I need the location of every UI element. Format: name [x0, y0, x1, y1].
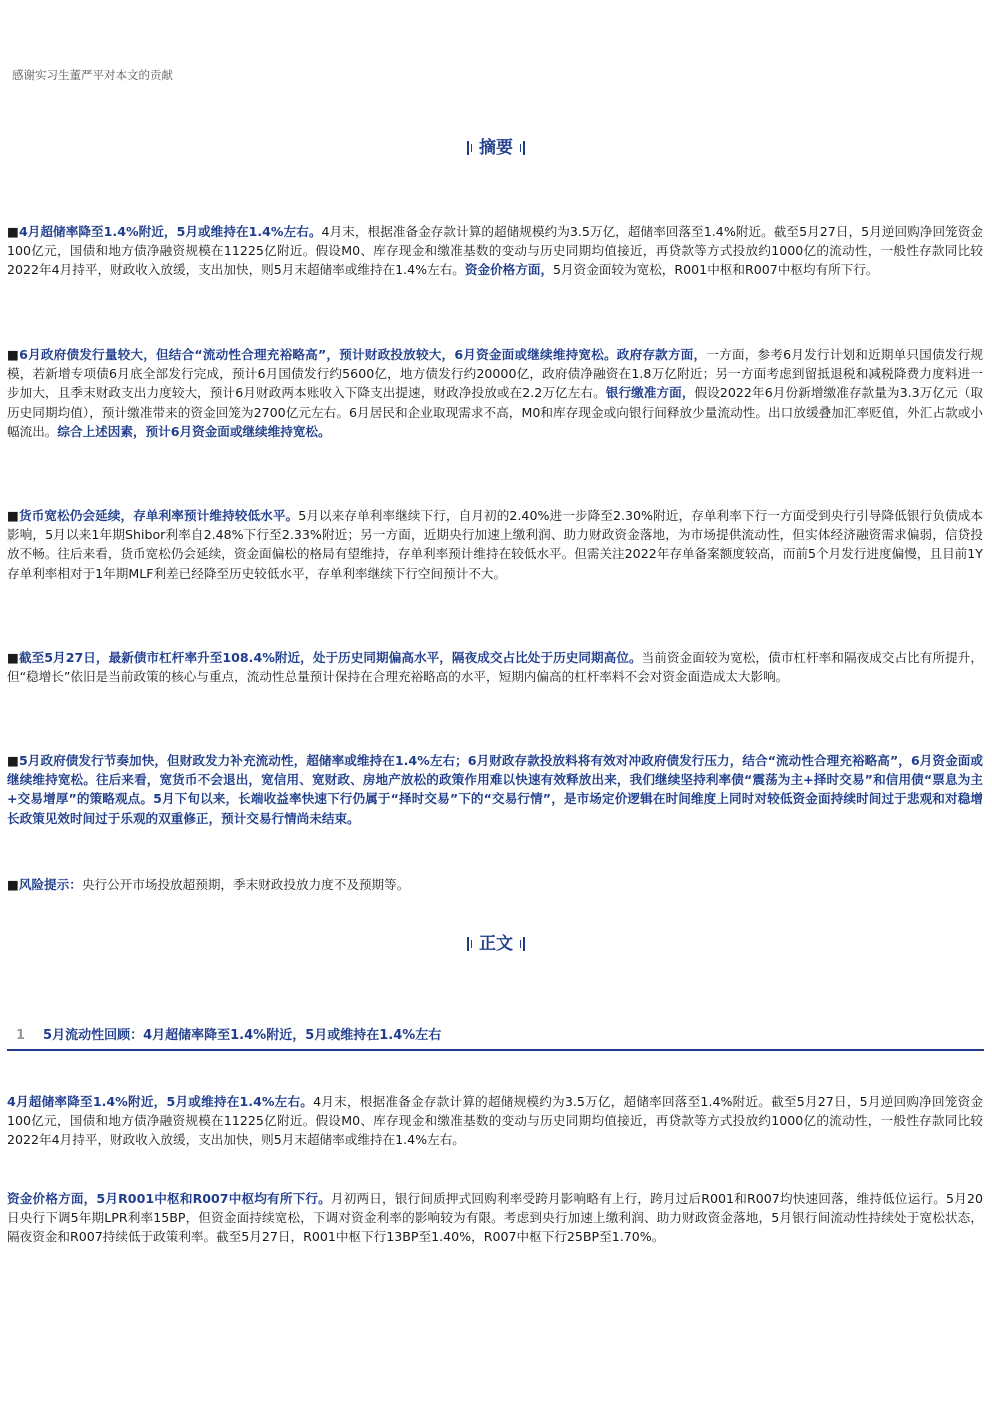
summary-p1-body2: 5月资金面较为宽松，R001中枢和R007中枢均有所下行。: [553, 262, 879, 278]
main-title-row: [0, 929, 992, 954]
summary-p6-body: 央行公开市场投放超预期，季末财政投放力度不及预期等。: [81, 877, 410, 892]
acknowledgement: 感谢实习生董严平对本文的贡献: [12, 68, 173, 82]
section-number: 1: [16, 1028, 26, 1043]
body-p1-lead: 4月超储率降至1.4%附近，5月或维持在1.4%左右。: [7, 1094, 314, 1109]
title-bracket-right-icon: [523, 141, 525, 155]
summary-p2-body2: 假设2022年6月份新增缴准存款量为3.3万亿元（取历史同期均值），预计缴准带来的资金回笼为2700亿元左右。6月居民和企业取现需求不高，M0和库存现金或向银行间释放少量流动性。出口放缓叠加汇率贬值，外汇占款或小幅流出。: [7, 385, 984, 439]
summary-p3-body: 5月以来存单利率继续下行，自月初的2.40%进一步降至2.30%附近，存单利率下行一方面受到央行引导降低银行负债成本影响，5月以来1年期Shibor利率自2.48%下行至2.33%附近；另一方面，近期央行加速上缴利润、助力财政资金落地，为市场提供流动性，但实体经济融资需求偏弱，信贷投放不畅。往后来看，货币宽松仍会延续，资金面偏松的格局有望维持，存单利率预计维持在较低水平。但需关注2022年存单备案额度较高，而前5个月发行进度偏慢，且目前1Y存单利率相对于1年期MLF利差已经降至历史较低水平，存单利率继续下行空间预计不大。: [7, 508, 983, 581]
summary-p2-body: 一方面，参考6月发行计划和近期单只国债发行规模，若新增专项债6月底全部发行完成，预计6月国债发行约5600亿，地方债发行约20000亿，政府债净融资在1.8万亿附近；另一方面考虑到留抵退税和减税降费力度料进一步加大，且季末财政支出力度较大，预计6月财政两本账收入下降支出提速，财政净投放或在2.2万亿左右。: [7, 347, 983, 401]
bullet-square-icon: ■: [7, 224, 19, 239]
summary-title: 摘要: [479, 138, 513, 158]
bullet-square-icon: ■: [7, 753, 19, 768]
summary-p1-body: 4月末，根据准备金存款计算的超储规模约为3.5万亿，超储率回落至1.4%附近。截至5月27日，5月逆回购净回笼资金100亿元，国债和地方债净融资规模在11225亿附近。假设M0、库存现金和缴准基数的变动与历史同期均值接近，再贷款等方式投放约1000亿的流动性，一般性存款同比较2022年4月持平，财政收入放缓，支出加快，则5月末超储率或维持在1.4%左右。: [7, 224, 983, 278]
body-p2-lead: 资金价格方面，5月R001中枢和R007中枢均有所下行。: [7, 1191, 331, 1206]
section-divider: [7, 1049, 984, 1051]
section-heading-text: 5月流动性回顾：4月超储率降至1.4%附近，5月或维持在1.4%左右: [43, 1028, 442, 1043]
summary-p4-lead: 截至5月27日，最新债市杠杆率升至108.4%附近，处于历史同期偏高水平，隔夜成交占比处于历史同期高位。: [18, 650, 642, 665]
summary-paragraph-4: [7, 648, 983, 686]
summary-p4-body: 当前资金面较为宽松，债市杠杆率和隔夜成交占比有所提升，但“稳增长”依旧是当前政策的核心与重点，流动性总量预计保持在合理充裕略高的水平，短期内偏高的杠杆率料不会对资金面造成太大影响。: [7, 650, 983, 685]
bullet-square-icon: ■: [7, 650, 19, 665]
title-bracket-right-icon: [523, 937, 525, 951]
summary-paragraph-6: [7, 875, 983, 894]
summary-title-row: [0, 133, 992, 158]
body-paragraph-1: [7, 1092, 983, 1150]
section-heading-1: [16, 1024, 441, 1043]
main-title: 正文: [479, 934, 513, 954]
summary-p1-lead2: 资金价格方面，: [464, 262, 554, 278]
summary-p5-lead: 5月政府债发行节奏加快，但财政发力补充流动性，超储率或维持在1.4%左右；6月财政存款投放料将有效对冲政府债发行压力，结合“流动性合理充裕略高”，6月资金面或继续维持宽松。往后来看，宽货币不会退出，宽信用、宽财政、房地产放松的政策作用难以快速有效释放出来，我们继续坚持利率债“震荡为主+择时交易”和信用债“票息为主+交易增厚”的策略观点。5月下旬以来，长端收益率快速下行仍属于“择时交易”下的“交易行情”，是市场定价逻辑在时间维度上同时对较低资金面持续时间过于悲观和对稳增长政策见效时间过于乐观的双重修正，预计交易行情尚未结束。: [7, 753, 983, 826]
summary-paragraph-2: [7, 345, 983, 441]
summary-p1-lead: 4月超储率降至1.4%附近，5月或维持在1.4%左右。: [18, 224, 322, 239]
summary-paragraph-3: [7, 506, 983, 583]
summary-p3-lead: 货币宽松仍会延续，存单利率预计维持较低水平。: [19, 508, 299, 523]
bullet-square-icon: ■: [7, 508, 19, 523]
body-paragraph-2: [7, 1189, 983, 1247]
bullet-square-icon: ■: [7, 877, 19, 892]
title-bracket-left-icon: [467, 141, 469, 155]
summary-p2-lead: 6月政府债发行量较大，但结合“流动性合理充裕略高”，预计财政投放较大，6月资金面或继续维持宽松。政府存款方面，: [19, 347, 707, 362]
summary-paragraph-5: [7, 751, 983, 828]
summary-p2-lead3: 综合上述因素，预计6月资金面或继续维持宽松。: [57, 423, 331, 439]
body-p1-body: 4月末，根据准备金存款计算的超储规模约为3.5万亿，超储率回落至1.4%附近。截至5月27日，5月逆回购净回笼资金100亿元，国债和地方债净融资规模在11225亿附近。假设M0、库存现金和缴准基数的变动与历史同期均值接近，再贷款等方式投放约1000亿的流动性，一般性存款同比较2022年4月持平，财政收入放缓，支出加快，则5月末超储率或维持在1.4%左右。: [7, 1094, 983, 1148]
summary-p6-lead: 风险提示：: [18, 877, 82, 892]
summary-p2-lead2: 银行缴准方面，: [605, 385, 695, 401]
title-bracket-left-icon: [467, 937, 469, 951]
body-p2-body: 月初两日，银行间质押式回购利率受跨月影响略有上行，跨月过后R001和R007均快速回落，维持低位运行。5月20日央行下调5年期LPR利率15BP，但资金面持续宽松，下调对资金利率的影响较为有限。考虑到央行加速上缴利润、助力财政资金落地，5月银行间流动性持续处于宽松状态，隔夜资金和R007持续低于政策利率。截至5月27日，R001中枢下行13BP至1.40%，R007中枢下行25BP至1.70%。: [7, 1191, 983, 1245]
bullet-square-icon: ■: [7, 347, 20, 362]
summary-paragraph-1: [7, 222, 983, 280]
